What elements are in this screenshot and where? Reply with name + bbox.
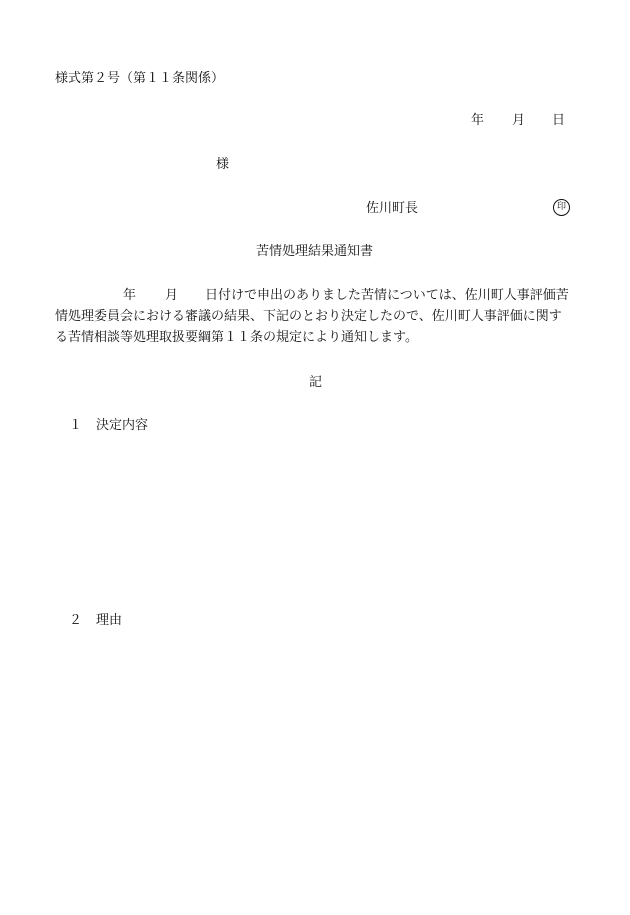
document-title: 苦情処理結果通知書 xyxy=(256,244,374,259)
section-number: １ xyxy=(69,418,83,433)
section-title: 決定内容 xyxy=(96,418,149,433)
body-month-label: 月 xyxy=(165,288,179,303)
date-year-label: 年 xyxy=(471,113,485,128)
seal-icon: 印 xyxy=(553,199,570,216)
section-number: ２ xyxy=(69,613,83,628)
body-year-label: 年 xyxy=(123,288,137,303)
date-month-label: 月 xyxy=(512,113,526,128)
date-day-label: 日 xyxy=(552,113,566,128)
body-line-1: 日付けで申出のありました苦情については、佐川町人事評価苦 xyxy=(205,288,569,303)
section-title: 理由 xyxy=(96,613,123,628)
addressee-honorific: 様 xyxy=(216,157,230,172)
body-line-3: る苦情相談等処理取扱要綱第１１条の規定により通知します。 xyxy=(55,330,418,345)
ki-heading: 記 xyxy=(309,375,323,390)
body-line-2: 情処理委員会における審議の結果、下記のとおり決定したので、佐川町人事評価に関す xyxy=(55,309,562,324)
form-number: 様式第２号（第１１条関係） xyxy=(55,71,225,86)
issuer-title: 佐川町長 xyxy=(366,201,419,216)
